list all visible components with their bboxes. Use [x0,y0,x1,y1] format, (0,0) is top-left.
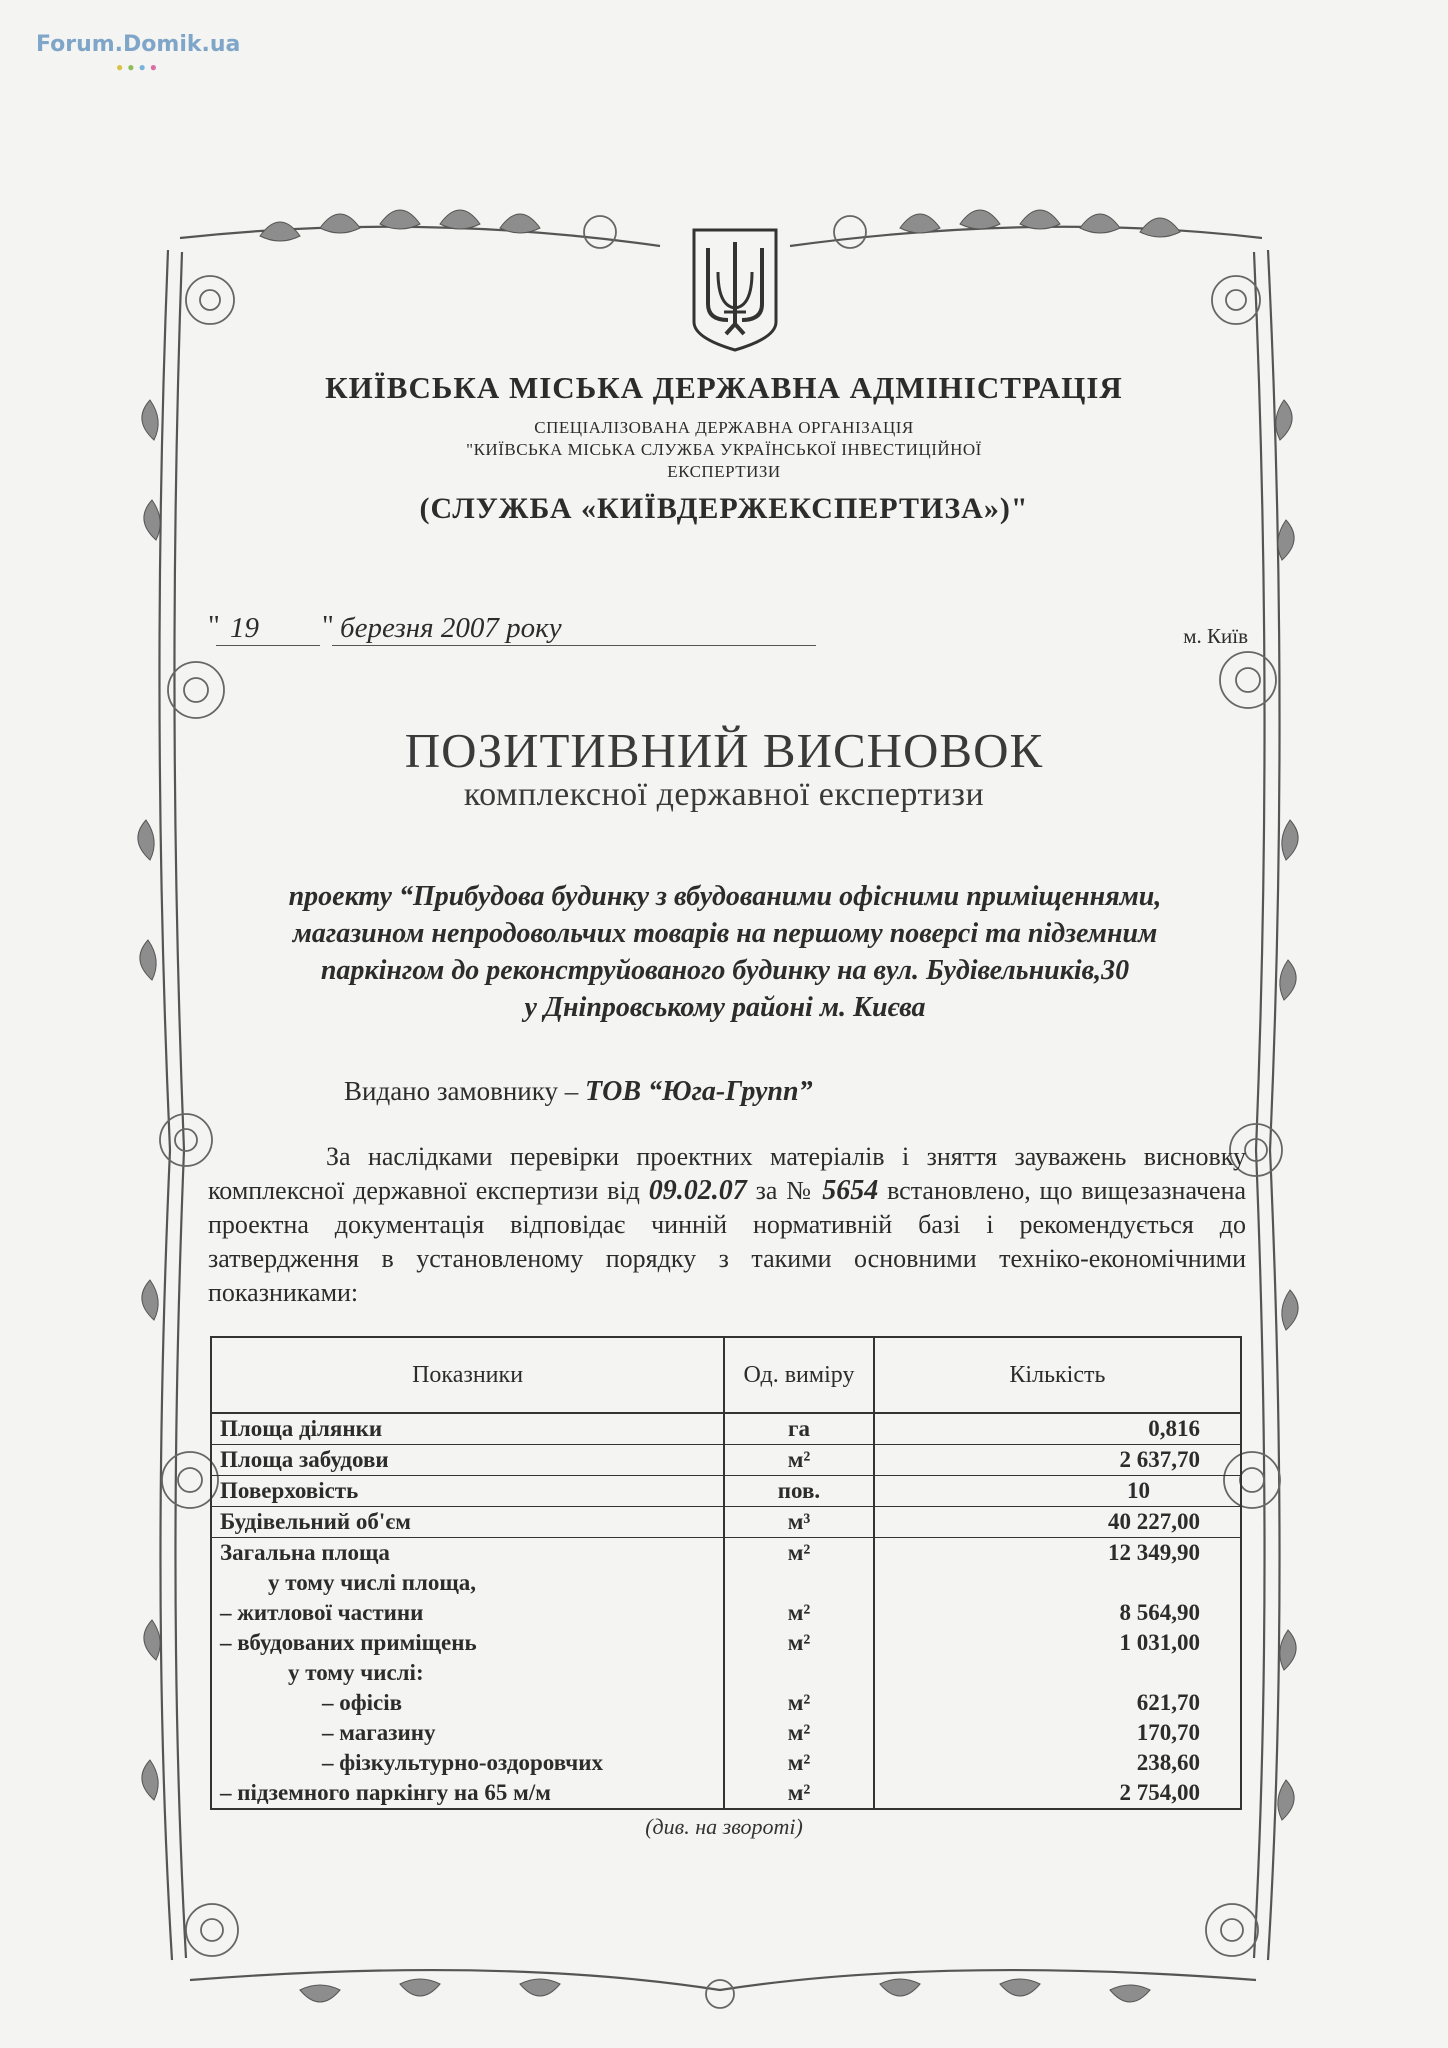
row-name: у тому числі: [211,1658,724,1688]
row-name: – фізкультурно-оздоровчих [211,1748,724,1778]
row-qty: 0,816 [874,1413,1241,1445]
row-name: Будівельний об'єм [211,1507,724,1538]
row-unit: м² [724,1688,874,1718]
date-month-year: березня 2007 року [332,612,816,646]
row-unit: м² [724,1778,874,1809]
row-name: – вбудованих приміщень [211,1628,724,1658]
organization-line-2: "КИЇВСЬКА МІСЬКА СЛУЖБА УКРАЇНСЬКОЇ ІНВЕСТИЦІЙНОЇ [466,440,982,459]
date-close-quote: " [322,610,334,642]
row-unit: м² [724,1718,874,1748]
row-name: у тому числі площа, [211,1568,724,1598]
project-description [200,878,1250,1026]
project-line: проекту “Прибудова будинку з вбудованими офісними приміщеннями, [288,881,1162,912]
row-qty: 1 031,00 [874,1628,1241,1658]
row-unit: га [724,1413,874,1445]
trident-emblem-icon [688,226,782,354]
row-unit: м² [724,1445,874,1476]
table-row [211,1445,1241,1476]
row-qty: 621,70 [874,1688,1241,1718]
table-row [211,1778,1241,1809]
header-indicators: Показники [211,1337,724,1413]
row-qty: 238,60 [874,1748,1241,1778]
project-line: паркінгом до реконструйованого будинку на вул. Будівельників,30 [320,955,1130,986]
table-row [211,1413,1241,1445]
row-name: Площа ділянки [211,1413,724,1445]
row-qty: 8 564,90 [874,1598,1241,1628]
issued-to [344,1076,813,1108]
para-date: 09.02.07 [648,1175,747,1206]
para-text-2: за № [755,1176,814,1205]
watermark-logo: Forum.Domik.ua [36,32,241,57]
conclusion-paragraph [208,1140,1246,1310]
row-unit: пов. [724,1476,874,1507]
table-row [211,1628,1241,1658]
para-text-3: встановлено, що вищезазначена проектна документація відповідає чинній нормативній базі і рекомендується до затвердження в установленому порядку з такими основними техніко-економічними показниками: [208,1176,1247,1307]
row-unit: м² [724,1748,874,1778]
row-qty: 40 227,00 [874,1507,1241,1538]
row-unit: м² [724,1598,874,1628]
see-reverse-note: (див. на звороті) [645,1814,803,1839]
row-unit [724,1658,874,1688]
table-row [211,1658,1241,1688]
row-name: Поверховість [211,1476,724,1507]
table-row [211,1476,1241,1507]
para-text-1: За наслідками перевірки проектних матеріалів і зняття зауважень висновку комплексної державної експертизи від [208,1142,1246,1205]
row-qty: 10 [874,1476,1241,1507]
row-unit: м³ [724,1507,874,1538]
row-name: – підземного паркінгу на 65 м/м [211,1778,724,1809]
para-number: 5654 [822,1175,879,1206]
organization-line-1: СПЕЦІАЛІЗОВАНА ДЕРЖАВНА ОРГАНІЗАЦІЯ [534,418,914,437]
table-header-row [211,1337,1241,1413]
row-unit: м² [724,1538,874,1569]
row-name: – офісів [211,1688,724,1718]
row-qty: 2 637,70 [874,1445,1241,1476]
row-qty: 170,70 [874,1718,1241,1748]
header-unit: Од. виміру [724,1337,874,1413]
table-row [211,1507,1241,1538]
table-row [211,1538,1241,1569]
watermark-dots: ●●●● [116,60,161,74]
organization-line-3: ЕКСПЕРТИЗИ [667,462,781,481]
document-title: ПОЗИТИВНИЙ ВИСНОВОК [404,723,1044,778]
date-line [208,612,1248,648]
indicators-table [210,1336,1242,1810]
row-name: – житлової частини [211,1598,724,1628]
table-row [211,1718,1241,1748]
project-line: у Дніпровському районі м. Києва [524,992,926,1023]
row-name: Площа забудови [211,1445,724,1476]
row-name: – магазину [211,1718,724,1748]
header-quantity: Кількість [874,1337,1241,1413]
row-qty: 12 349,90 [874,1538,1241,1569]
row-qty: 2 754,00 [874,1778,1241,1809]
row-qty [874,1658,1241,1688]
date-open-quote: " [208,610,220,642]
project-line: магазином непродовольчих товарів на першому поверсі та підземним [292,918,1158,949]
table-row [211,1598,1241,1628]
row-unit: м² [724,1628,874,1658]
administration-title: КИЇВСЬКА МІСЬКА ДЕРЖАВНА АДМІНІСТРАЦІЯ [325,370,1123,405]
table-row [211,1748,1241,1778]
table-row [211,1688,1241,1718]
customer-name: ТОВ “Юга-Групп” [585,1076,813,1107]
service-name: (СЛУЖБА «КИЇВДЕРЖЕКСПЕРТИЗА»)" [419,492,1029,525]
row-unit [724,1568,874,1598]
date-day: 19 [216,612,320,646]
row-name: Загальна площа [211,1538,724,1569]
row-qty [874,1568,1241,1598]
city-label: м. Київ [1183,624,1248,648]
table-row [211,1568,1241,1598]
issued-label: Видано замовнику – [344,1076,579,1106]
document-subtitle: комплексної державної експертизи [463,776,985,813]
